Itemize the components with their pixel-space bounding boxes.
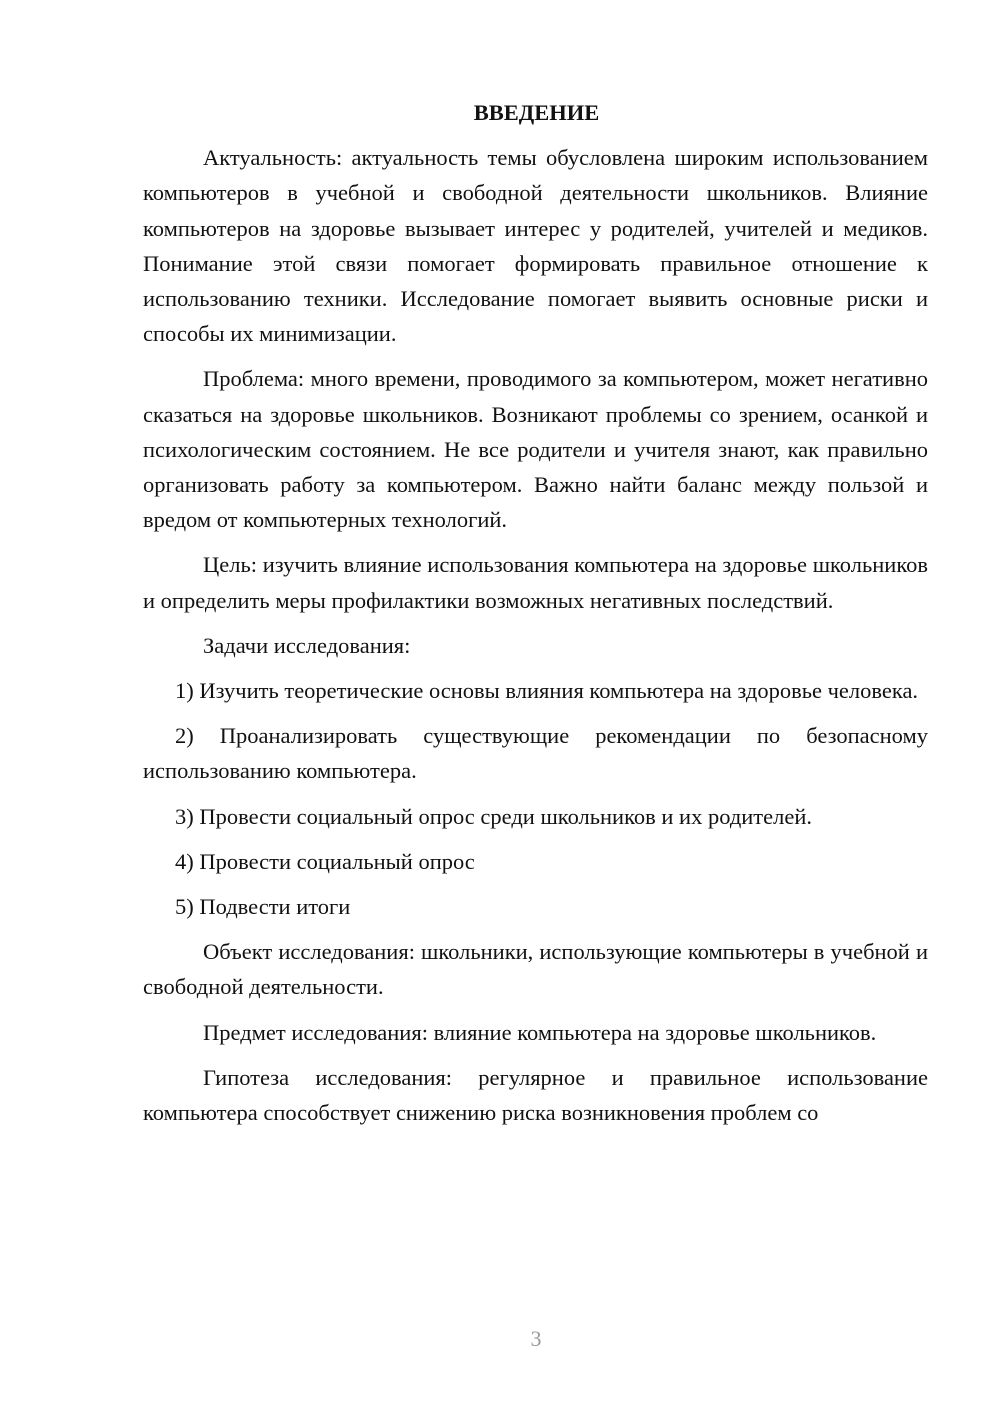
- document-page: [143, 95, 928, 1140]
- task-item-1: 1) Изучить теоретические основы влияния компьютера на здоровье человека.: [175, 678, 919, 704]
- task-item-4: 4) Провести социальный опрос: [175, 848, 475, 874]
- page-number: 3: [530, 1326, 542, 1351]
- paragraph-object: Объект исследования: школьники, использующие компьютеры в учебной и свободной деятельности.: [143, 939, 928, 1000]
- paragraph-problem: Проблема: много времени, проводимого за компьютером, может негативно сказаться на здоровье школьников. Возникают проблемы со зрением, осанкой и психологическим состоянием. Не все родители и учителя знают, как правильно организовать работу за компьютером. Важно найти баланс между пользой и вредом от компьютерных технологий.: [143, 366, 928, 533]
- paragraph-subject: Предмет исследования: влияние компьютера на здоровье школьников.: [203, 1019, 877, 1045]
- section-title: ВВЕДЕНИЕ: [473, 100, 600, 125]
- task-item-2: 2) Проанализировать существующие рекомендации по безопасному использованию компьютера.: [143, 723, 928, 784]
- tasks-heading: Задачи исследования:: [203, 632, 411, 658]
- task-item-5: 5) Подвести итоги: [175, 894, 351, 920]
- paragraph-relevance: Актуальность: актуальность темы обусловлена широким использованием компьютеров в учебной и свободной деятельности школьников. Влияние компьютеров на здоровье вызывает интерес у родителей, учителей и медиков. Понимание этой связи помогает формировать правильное отношение к использованию техники. Исследование помогает выявить основные риски и способы их минимизации.: [143, 145, 928, 347]
- paragraph-goal: Цель: изучить влияние использования компьютера на здоровье школьников и определить меры профилактики возможных негативных последствий.: [143, 552, 928, 613]
- paragraph-hypothesis: Гипотеза исследования: регулярное и правильное использование компьютера способствует снижению риска возникновения проблем со: [143, 1064, 928, 1126]
- task-item-3: 3) Провести социальный опрос среди школьников и их родителей.: [175, 803, 813, 829]
